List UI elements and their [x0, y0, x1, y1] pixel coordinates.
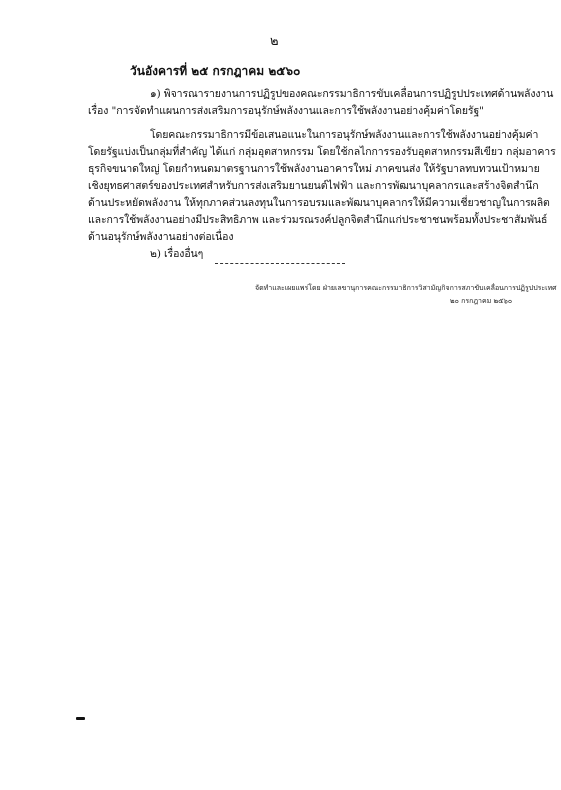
paragraph-line: ด้านอนุรักษ์พลังงานอย่างต่อเนื่อง [88, 231, 234, 243]
paragraph-line: ด้านประหยัดพลังงาน ให้ทุกภาคส่วนลงทุนในการอบรมและพัฒนาบุคลากรให้มีความเชี่ยวชาญในการผลิต [88, 197, 550, 209]
agenda-item-1-title: ๑) พิจารณารายงานการปฏิรูปของคณะกรรมาธิการขับเคลื่อนการปฏิรูปประเทศด้านพลังงาน [150, 88, 554, 100]
paragraph-line: เชิงยุทธศาสตร์ของประเทศสำหรับการส่งเสริมยานยนต์ไฟฟ้า และการพัฒนาบุคลากรและสร้างจิตสำนึก [88, 180, 539, 192]
paragraph-line: ธุรกิจขนาดใหญ่ โดยกำหนดมาตรฐานการใช้พลังงานอาคารใหม่ ภาคขนส่ง ให้รัฐบาลทบทวนเป้าหมาย [88, 163, 540, 175]
paragraph-line: โดยรัฐแบ่งเป็นกลุ่มที่สำคัญ ได้แก่ กลุ่มอุตสาหกรรม โดยใช้กลไกการรองรับอุตสาหกรรมสีเขียว กลุ่มอาคาร [88, 146, 556, 158]
footer-note-line-1: จัดทำและเผยแพร่โดย ฝ่ายเลขานุการคณะกรรมาธิการวิสามัญกิจการสภาขับเคลื่อนการปฏิรูปประเทศ [255, 284, 557, 292]
agenda-item-2-title: ๒) เรื่องอื่นๆ [150, 248, 204, 260]
paragraph-line: โดยคณะกรรมาธิการมีข้อเสนอแนะในการอนุรักษ์พลังงานและการใช้พลังงานอย่างคุ้มค่า [150, 129, 539, 141]
meeting-date-heading: วันอังคารที่ ๒๕ กรกฎาคม ๒๕๖๐ [130, 64, 301, 78]
section-divider [215, 263, 345, 264]
paragraph-line: และการใช้พลังงานอย่างมีประสิทธิภาพ และร่วมรณรงค์ปลูกจิตสำนึกแก่ประชาชนพร้อมทั้งประชาสัมพันธ์ [88, 214, 548, 226]
agenda-item-1-subject: เรื่อง "การจัดทำแผนการส่งเสริมการอนุรักษ์พลังงานและการใช้พลังงานอย่างคุ้มค่าโดยรัฐ" [88, 105, 484, 117]
scan-mark [76, 717, 85, 720]
page-number: ๒ [270, 34, 279, 49]
footer-note-date: ๒๐ กรกฎาคม ๒๕๖๐ [450, 297, 513, 305]
